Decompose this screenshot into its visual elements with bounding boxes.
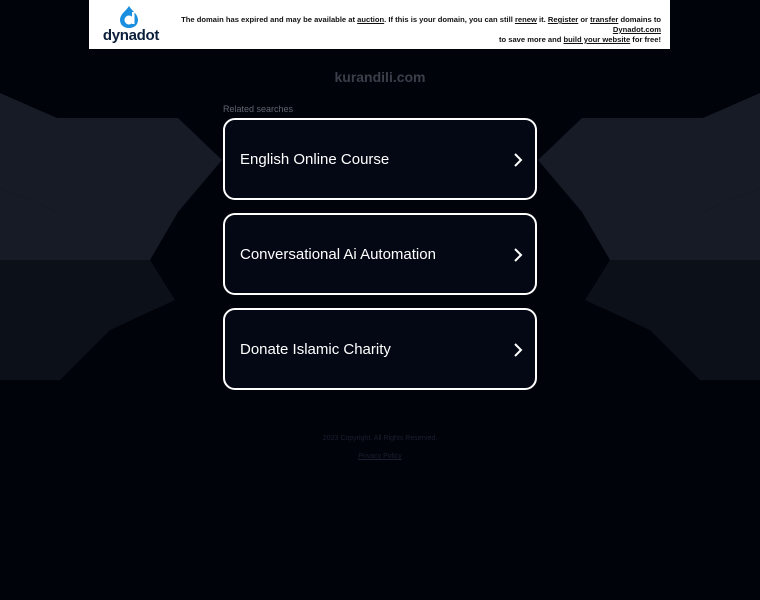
related-search-card[interactable] — [223, 308, 537, 390]
domain-title: kurandili.com — [334, 69, 426, 85]
notice-text: it. — [536, 15, 548, 24]
privacy-policy-link[interactable]: Privacy Policy — [358, 453, 402, 460]
notice-text: for free! — [630, 35, 661, 44]
auction-link[interactable]: auction — [357, 15, 385, 24]
dynadot-logo[interactable] — [101, 6, 160, 46]
expired-domain-banner — [89, 0, 670, 49]
related-search-label: Conversational Ai Automation — [240, 246, 436, 263]
notice-text: . If this is your domain, you can still — [384, 15, 515, 24]
renew-link[interactable]: renew — [514, 15, 537, 24]
chevron-right-icon — [513, 343, 523, 357]
copyright-text: 2023 Copyright. All Rights Reserved. — [322, 435, 438, 442]
related-search-label: Donate Islamic Charity — [240, 341, 391, 358]
register-link[interactable]: Register — [547, 15, 579, 24]
notice-text: domains to — [618, 15, 661, 24]
related-searches-label: Related searches — [223, 104, 294, 114]
notice-text: to save more and — [498, 35, 564, 44]
chevron-right-icon — [513, 248, 523, 262]
expired-notice — [161, 15, 661, 45]
chevron-right-icon — [513, 153, 523, 167]
related-search-card[interactable] — [223, 118, 537, 200]
notice-text: The domain has expired and may be available at — [181, 15, 358, 24]
logo-text: dynadot — [102, 27, 160, 44]
notice-text: or — [578, 15, 591, 24]
transfer-link[interactable]: transfer — [590, 15, 619, 24]
dynadot-logo-icon — [119, 6, 139, 28]
related-search-label: English Online Course — [240, 151, 390, 168]
related-search-card[interactable] — [223, 213, 537, 295]
build-website-link[interactable]: build your website — [563, 35, 631, 44]
dynadot-com-link[interactable]: Dynadot.com — [612, 25, 661, 34]
